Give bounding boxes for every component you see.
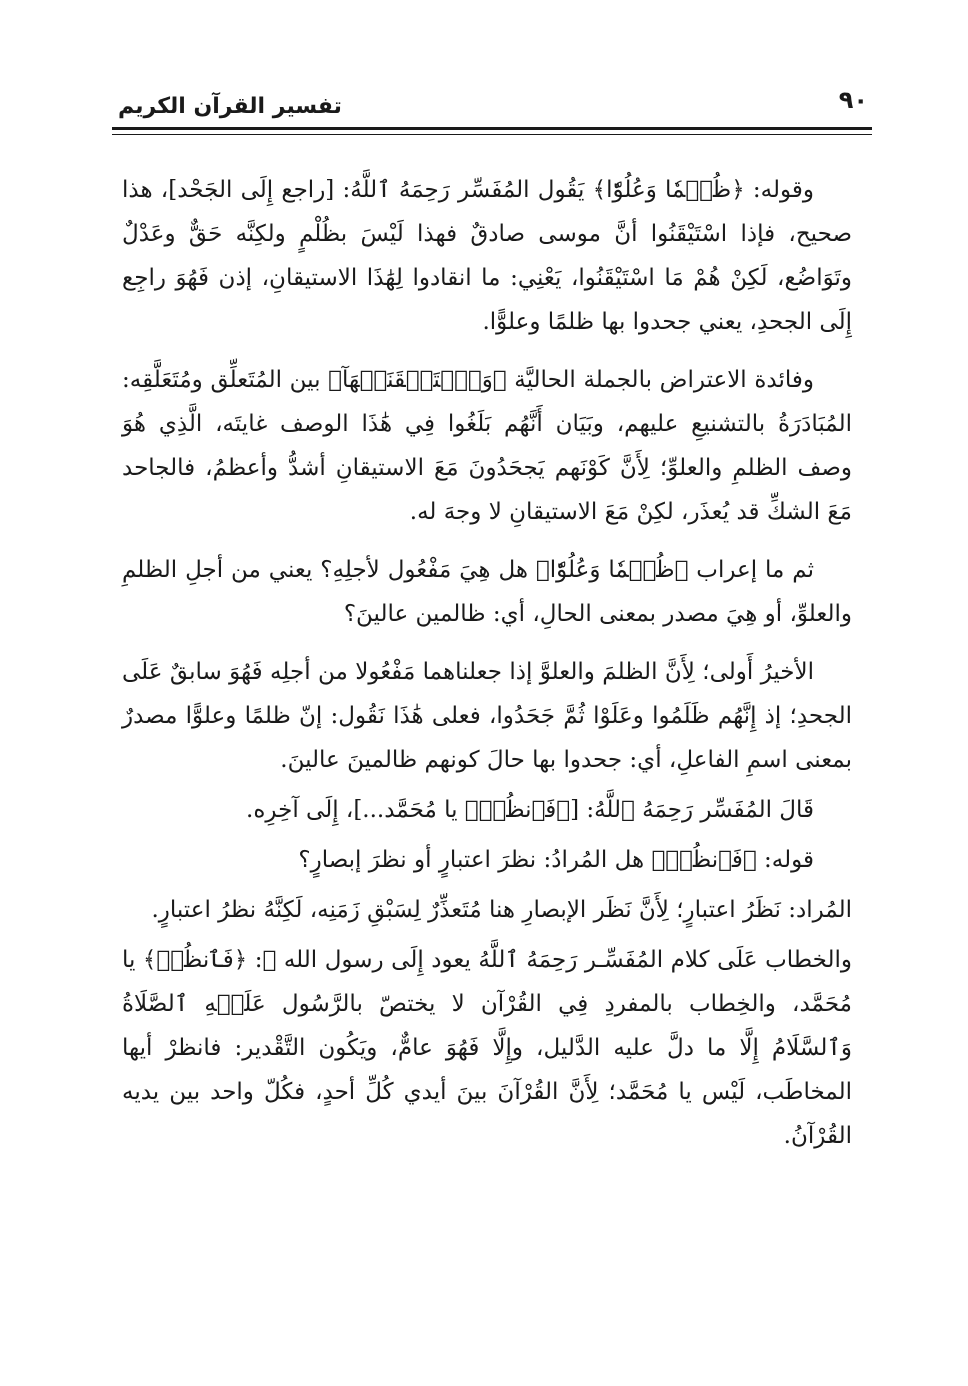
- body-text: [122, 168, 852, 1172]
- paragraph: قَالَ المُفَسِّر رَحِمَهُ ٱللَّهُ: [﴿فَٱنظُرۡ﴾ يا مُحَمَّد...]، إِلَى آخِرِه.: [246, 797, 814, 823]
- paragraph: ثم ما إعراب ﴿ظُلۡمٗا وَعُلُوّٗا﴾ هل هِيَ مَفْعُول لأجلِهِ؟ يعني من أجلِ الظلمِ والعلوِّ، أو هِيَ مصدر بمعنى الحالِ، أي: ظالمين عالينَ؟: [122, 557, 852, 627]
- header-rule-thin: [112, 134, 872, 135]
- page-header: [112, 78, 872, 130]
- paragraph: وقوله: ﴿ظُلۡمٗا وَعُلُوّٗا﴾ يَقُول المُفَسِّر رَحِمَهُ ٱللَّهُ: [راجع إِلَى الجَحْد]، هذا صحيح، فإذا اسْتَيْقَنُوا أنَّ موسى صادقٌ فهذا لَيْسَ بظُلْمٍ ولكِنَّه حَقٌّ وعَدْلٌ وتَوَاضُع، لَكِنْ هُمْ مَا اسْتَيْقَنُوا، يَعْنِي: ما انقادوا لِهَٰذَا الاستيقانِ، إذن فَهُوَ راجِع إِلَى الجحدِ، يعني جحدوا بها ظلمًا وعلوًّا.: [122, 177, 852, 335]
- running-title: تفسير القرآن الكريم: [118, 94, 342, 119]
- paragraph: الأخيرُ أَولى؛ لِأَنَّ الظلمَ والعلوَّ إذا جعلناهما مَفْعُولا من أجلِه فَهُوَ سابقٌ عَلَى الجحدِ؛ إذ إِنَّهُم ظَلَمُوا وعَلَوْا ثُمَّ جَحَدُوا، فعلى هَٰذَا نَقُول: إنّ ظلمًا وعلوًّا مصدرٌ بمعنى اسمِ الفاعلِ، أي: جحدوا بها حالَ كونهم ظالمينَ عالينَ.: [122, 659, 852, 773]
- page-number: ٩٠: [838, 86, 868, 114]
- paragraph: المُراد: نَظَرُ اعتبارٍ؛ لِأَنَّ نَظَر الإبصارِ هنا مُتَعذِّرٌ لِسَبْقِ زَمَنِه، لَكِنَّهُ نظرُ اعتبارٍ.: [151, 897, 852, 923]
- paragraph: والخطاب عَلَى كلام المُفَسِّـر رَحِمَهُ ٱللَّهُ يعود إِلَى رسول الله ﷺ: ﴿فَٱنظُرۡ﴾ يا مُحَمَّد، والخِطاب بالمفردِ فِي القُرْآن لا يختصّ بالرَّسُول عَلَيۡهِ ٱلصَّلَاةُ وَٱلسَّلَامُ إِلَّا ما دلَّ عليه الدَّليل، وإِلَّا فَهُوَ عامٌّ، ويَكُون التَّقْدير: فانظرْ أيها المخاطَب، لَيْس يا مُحَمَّد؛ لِأَنَّ القُرْآنَ بينَ أيدي كُلِّ أحدٍ، فكُلّ واحد بين يديه القُرْآنُ.: [122, 947, 852, 1149]
- paragraph: قوله: ﴿فَٱنظُرۡ﴾ هل المُرادُ: نظرَ اعتبارٍ أو نظرَ إبصارٍ؟: [298, 847, 814, 873]
- paragraph: وفائدة الاعتراض بالجملة الحاليَّة ﴿وَٱسۡتَيۡقَنَتۡهَآ﴾ بين المُتَعلِّق ومُتَعَلَّقِه: المُبَادَرَةُ بالتشنيعِ عليهم، وبَيَان أَنَّهُم بَلَغُوا فِي هَٰذَا الوصف غايتَه، الَّذِي هُوَ وصف الظلمِ والعلوِّ؛ لِأَنَّ كَوْنَهم يَجحَدُونَ مَعَ الاستيقانِ أشدُّ وأعظمُ، فالجاحد مَعَ الشكِّ قد يُعذَر، لكِنْ مَعَ الاستيقانِ لا وجهَ له.: [122, 367, 852, 525]
- header-rule: [112, 127, 872, 130]
